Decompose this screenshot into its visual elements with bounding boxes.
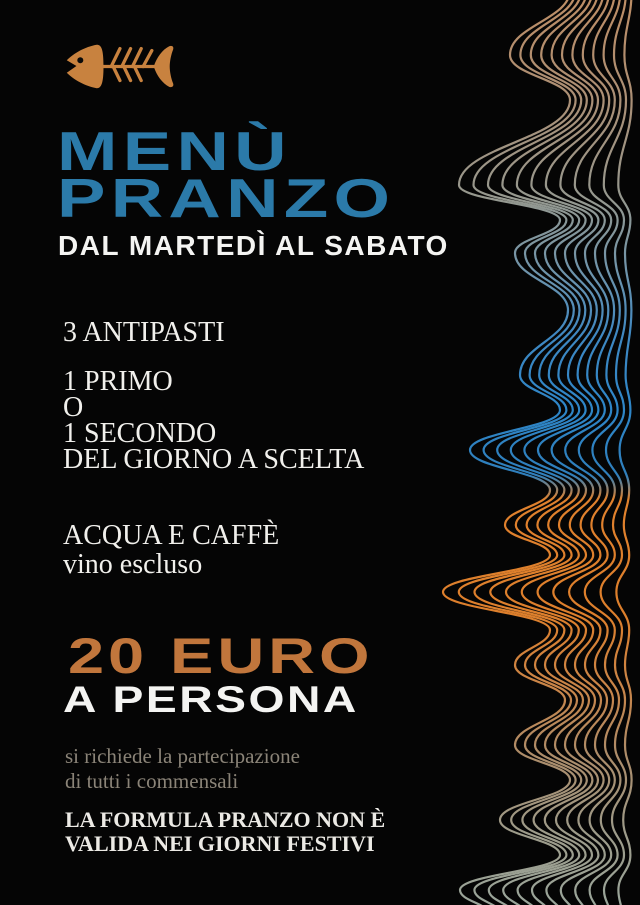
menu-line: ACQUA E CAFFÈ [63, 520, 280, 551]
menu-line: O [63, 392, 84, 423]
validity-note [65, 808, 385, 856]
wave-decoration [420, 0, 640, 905]
menu-line: 1 SECONDO [63, 418, 217, 449]
page-title-line2: PRANZO [57, 167, 396, 229]
fishbone-icon [60, 36, 176, 98]
menu-line: DEL GIORNO A SCELTA [63, 444, 365, 475]
menu-line: 1 PRIMO [63, 366, 173, 397]
note-line: di tutti i commensali [65, 769, 239, 793]
price-per-person: A PERSONA [63, 679, 359, 720]
menu-line: vino escluso [63, 549, 203, 580]
menu-item-antipasti: 3 ANTIPASTI [63, 317, 225, 348]
subtitle-days: DAL MARTEDÌ AL SABATO [58, 230, 449, 261]
price-amount: 20 EURO [68, 628, 374, 684]
footer-line: VALIDA NEI GIORNI FESTIVI [65, 831, 375, 856]
participation-note [65, 744, 300, 794]
note-line: si richiede la partecipazione [65, 744, 300, 768]
page-title-line1: MENÙ [57, 120, 292, 182]
menu-item-primo-secondo [63, 366, 365, 475]
footer-line: LA FORMULA PRANZO NON È [65, 807, 386, 832]
menu-item-acqua-caffe [63, 521, 279, 579]
